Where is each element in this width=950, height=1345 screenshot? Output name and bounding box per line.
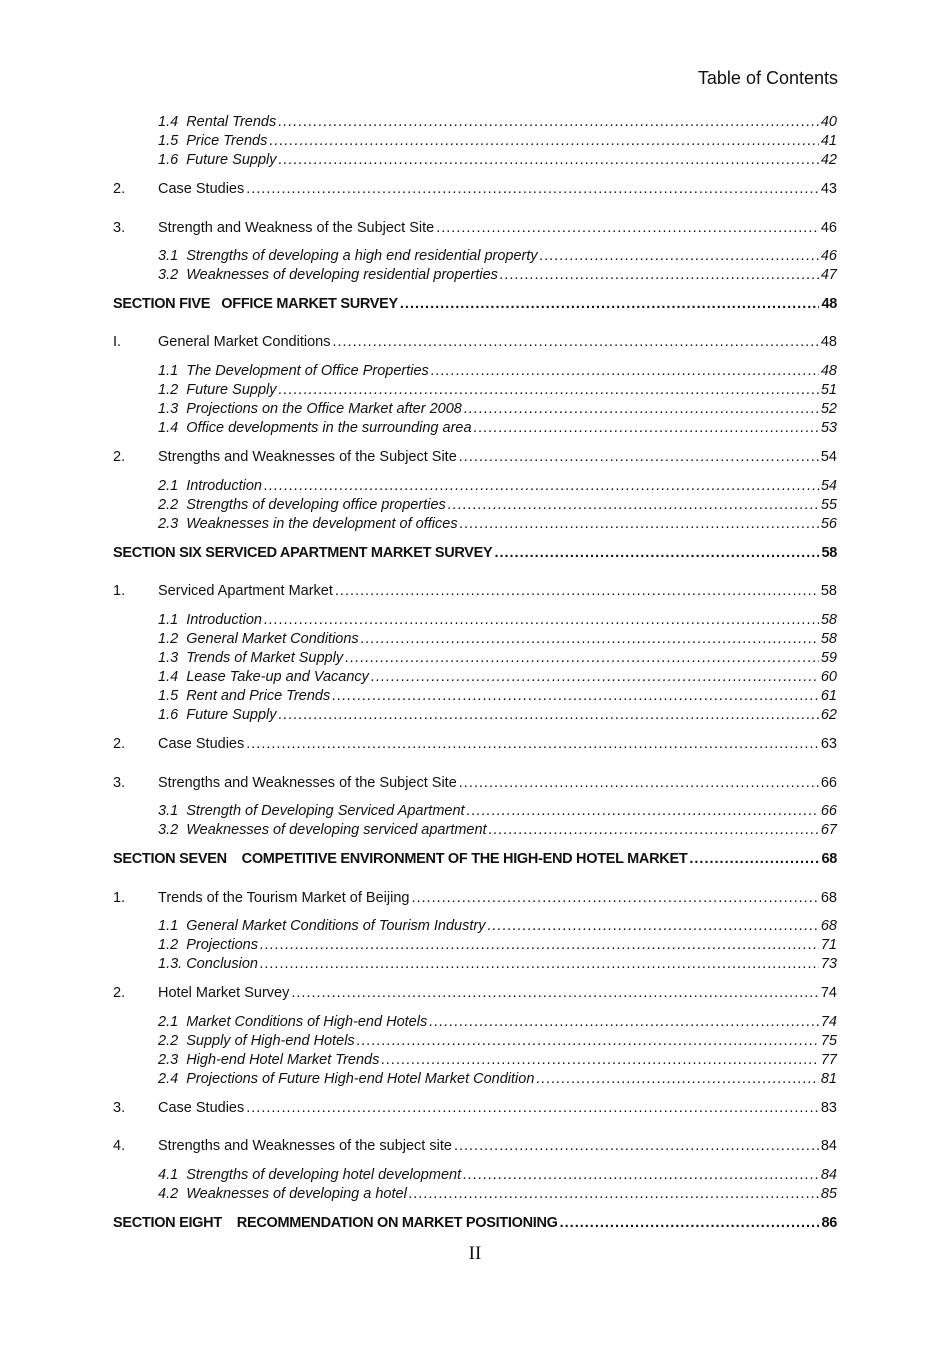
toc-entry-page-number: 83 [820,1100,837,1116]
toc-entry-title: 1.2 Future Supply [158,382,277,398]
toc-entry[interactable] [113,735,837,754]
toc-entry-title: Serviced Apartment Market [158,583,333,599]
dot-leader [260,955,819,974]
dot-leader [345,649,819,668]
toc-entry-page-number: 77 [820,1052,837,1068]
toc-entry-page-number: 85 [820,1186,837,1202]
toc-entry-page-number: 48 [820,363,837,379]
toc-entry-page-number: 53 [820,420,837,436]
dot-leader [459,448,819,467]
toc-entry-title: 1.1 Introduction [158,612,262,628]
toc-section-entry[interactable] [113,295,837,314]
toc-entry[interactable] [113,496,837,515]
toc-entry[interactable] [113,419,837,438]
toc-entry-title: Strengths and Weaknesses of the Subject Site [158,449,457,465]
toc-entry-page-number: 66 [820,775,837,791]
dot-leader [409,1185,819,1204]
toc-entry-number: 1. [113,583,126,599]
toc-entry-page-number: 51 [820,382,837,398]
dot-leader [689,850,819,869]
toc-entry-title: General Market Conditions [158,334,331,350]
toc-entry-page-number: 55 [820,497,837,513]
toc-entry-number: 2. [113,181,126,197]
toc-entry-number: I. [113,334,122,350]
toc-entry-title: 2.2 Strengths of developing office properties [158,497,446,513]
toc-entry-page-number: 74 [820,985,837,1001]
toc-entry-title: 1.1 The Development of Office Properties [158,363,429,379]
toc-entry[interactable] [113,247,837,266]
toc-entry-title: SECTION EIGHT RECOMMENDATION ON MARKET POSITIONING [113,1215,558,1231]
toc-section-entry[interactable] [113,544,837,563]
toc-entry[interactable] [113,668,837,687]
dot-leader [494,544,819,563]
dot-leader [264,477,819,496]
toc-entry-title: 2.3 High-end Hotel Market Trends [158,1052,380,1068]
dot-leader [264,611,819,630]
dot-leader [436,219,819,238]
toc-entry[interactable] [113,1166,837,1185]
toc-entry-page-number: 74 [820,1014,837,1030]
toc-entry-page-number: 86 [821,1215,837,1231]
toc-entry-title: 1.6 Future Supply [158,152,277,168]
toc-entry[interactable] [113,630,837,649]
dot-leader [279,381,819,400]
toc-entry-page-number: 56 [820,516,837,532]
toc-entry-title: 3.1 Strength of Developing Serviced Apartment [158,803,465,819]
toc-entry-title: 3.2 Weaknesses of developing serviced apartment [158,822,487,838]
toc-entry-page-number: 68 [820,890,837,906]
dot-leader [332,687,819,706]
toc-entry-title: Case Studies [158,181,245,197]
toc-entry-title: Trends of the Tourism Market of Beijing [158,890,410,906]
dot-leader [489,821,819,840]
dot-leader [357,1032,819,1051]
toc-entry-title: SECTION FIVE OFFICE MARKET SURVEY [113,296,398,312]
toc-entry[interactable] [113,477,837,496]
toc-entry[interactable] [113,1032,837,1051]
dot-leader [335,582,819,601]
toc-entry-title: Strengths and Weaknesses of the Subject Site [158,775,457,791]
toc-entry[interactable] [113,1070,837,1089]
toc-entry-page-number: 58 [820,612,837,628]
toc-entry-page-number: 40 [820,114,837,130]
dot-leader [279,706,819,725]
toc-entry[interactable] [113,687,837,706]
toc-entry-page-number: 59 [820,650,837,666]
toc-entry[interactable] [113,151,837,170]
toc-entry-title: 1.1 General Market Conditions of Tourism Industry [158,918,486,934]
toc-entry[interactable] [113,1051,837,1070]
toc-entry-title: 1.2 General Market Conditions [158,631,359,647]
dot-leader [454,1137,819,1156]
toc-entry-page-number: 68 [820,918,837,934]
toc-entry[interactable] [113,917,837,936]
toc-entry[interactable] [113,802,837,821]
toc-entry[interactable] [113,515,837,534]
toc-entry-page-number: 58 [820,631,837,647]
toc-entry-number: 2. [113,736,126,752]
toc-entry-number: 4. [113,1138,126,1154]
toc-entry[interactable] [113,381,837,400]
toc-entry[interactable] [113,1013,837,1032]
toc-entry[interactable] [113,936,837,955]
toc-entry[interactable] [113,1185,837,1204]
dot-leader [246,735,819,754]
toc-entry[interactable] [113,649,837,668]
toc-entry[interactable] [113,1137,837,1156]
toc-entry-page-number: 48 [820,334,837,350]
dot-leader [246,1099,819,1118]
dot-leader [429,1013,819,1032]
toc-entry-title: 1.3 Trends of Market Supply [158,650,344,666]
dot-leader [246,180,819,199]
toc-entry-page-number: 71 [820,937,837,953]
toc-entry-title: 1.4 Rental Trends [158,114,277,130]
page-header-title: Table of Contents [697,68,838,88]
toc-entry-page-number: 58 [820,583,837,599]
toc-section-entry[interactable] [113,850,837,869]
toc-entry[interactable] [113,955,837,974]
dot-leader [474,419,819,438]
dot-leader [487,917,818,936]
toc-entry-number: 1. [113,890,126,906]
toc-entry-page-number: 84 [820,1138,837,1154]
dot-leader [467,802,819,821]
toc-entry[interactable] [113,1099,837,1118]
toc-entry-title: 2.2 Supply of High-end Hotels [158,1033,355,1049]
toc-entry-title: Case Studies [158,1100,245,1116]
toc-entry-title: 3.2 Weaknesses of developing residential properties [158,267,498,283]
toc-entry-page-number: 68 [821,851,837,867]
toc-entry-title: SECTION SEVEN COMPETITIVE ENVIRONMENT OF THE HIGH-END HOTEL MARKET [113,851,688,867]
toc-entry[interactable] [113,448,837,467]
toc-entry-page-number: 47 [820,267,837,283]
toc-entry-title: 1.5 Price Trends [158,133,268,149]
toc-entry[interactable] [113,611,837,630]
toc-entry-title: 1.2 Projections [158,937,258,953]
toc-entry-title: Case Studies [158,736,245,752]
toc-entry[interactable] [113,180,837,199]
toc-entry[interactable] [113,219,837,238]
dot-leader [260,936,819,955]
toc-section-entry[interactable] [113,1214,837,1233]
toc-entry-number: 2. [113,449,126,465]
toc-entry-page-number: 42 [820,152,837,168]
toc-entry-title: 2.4 Projections of Future High-end Hotel Market Condition [158,1071,535,1087]
dot-leader [540,247,819,266]
dot-leader [291,984,819,1003]
toc-entry-page-number: 84 [820,1167,837,1183]
dot-leader [371,668,819,687]
toc-entry[interactable] [113,706,837,725]
toc-entry-page-number: 54 [820,478,837,494]
toc-entry-title: 4.2 Weaknesses of developing a hotel [158,1186,407,1202]
toc-entry-title: Strengths and Weaknesses of the subject site [158,1138,452,1154]
toc-entry-page-number: 46 [820,248,837,264]
dot-leader [279,151,819,170]
toc-entry[interactable] [113,266,837,285]
toc-entry-page-number: 73 [820,956,837,972]
dot-leader [278,113,819,132]
toc-entry-page-number: 48 [821,296,837,312]
toc-entry-page-number: 52 [820,401,837,417]
toc-entry-title: 2.1 Market Conditions of High-end Hotels [158,1014,428,1030]
toc-entry-title: Hotel Market Survey [158,985,290,1001]
toc-entry[interactable] [113,774,837,793]
dot-leader [269,132,819,151]
toc-entry-page-number: 43 [820,181,837,197]
toc-entry[interactable] [113,984,837,1003]
dot-leader [411,889,818,908]
toc-entry[interactable] [113,400,837,419]
dot-leader [448,496,819,515]
toc-entry-page-number: 67 [820,822,837,838]
toc-entry[interactable] [113,132,837,151]
dot-leader [332,333,818,352]
dot-leader [500,266,819,285]
toc-entry-page-number: 66 [820,803,837,819]
dot-leader [464,400,819,419]
toc-entry-number: 3. [113,775,126,791]
toc-entry[interactable] [113,582,837,601]
toc-entry-title: Strength and Weakness of the Subject Site [158,220,435,236]
toc-entry-title: 1.3. Conclusion [158,956,258,972]
toc-entry-title: 2.1 Introduction [158,478,262,494]
dot-leader [361,630,819,649]
toc-entry-title: 4.1 Strengths of developing hotel development [158,1167,462,1183]
dot-leader [460,515,819,534]
toc-entry-page-number: 60 [820,669,837,685]
toc-entry-number: 3. [113,1100,126,1116]
toc-entry[interactable] [113,889,837,908]
toc-entry-title: 1.4 Office developments in the surrounding area [158,420,472,436]
toc-entry-page-number: 75 [820,1033,837,1049]
toc-entry-page-number: 81 [820,1071,837,1087]
dot-leader [459,774,819,793]
toc-entry-title: 2.3 Weaknesses in the development of offices [158,516,458,532]
dot-leader [400,295,820,314]
toc-entry-page-number: 41 [820,133,837,149]
dot-leader [431,362,819,381]
toc-entry-title: 1.3 Projections on the Office Market after 2008 [158,401,462,417]
toc-entry-number: 3. [113,220,126,236]
dot-leader [381,1051,819,1070]
toc-entry-title: 1.6 Future Supply [158,707,277,723]
toc-entry-title: 1.4 Lease Take-up and Vacancy [158,669,369,685]
toc-entry-number: 2. [113,985,126,1001]
toc-entry-page-number: 58 [821,545,837,561]
dot-leader [463,1166,819,1185]
toc-entry[interactable] [113,821,837,840]
toc-entry-page-number: 46 [820,220,837,236]
toc-entry-page-number: 63 [820,736,837,752]
toc-entry-title: 3.1 Strengths of developing a high end residential property [158,248,538,264]
toc-entry[interactable] [113,333,837,352]
page-number: II [468,1243,482,1264]
dot-leader [560,1214,820,1233]
toc-entry-title: 1.5 Rent and Price Trends [158,688,331,704]
dot-leader [536,1070,818,1089]
toc-entry-page-number: 54 [820,449,837,465]
toc-entry-page-number: 61 [820,688,837,704]
toc-entry-title: SECTION SIX SERVICED APARTMENT MARKET SURVEY [113,545,493,561]
toc-entry[interactable] [113,362,837,381]
toc-entry[interactable] [113,113,837,132]
toc-entry-page-number: 62 [820,707,837,723]
